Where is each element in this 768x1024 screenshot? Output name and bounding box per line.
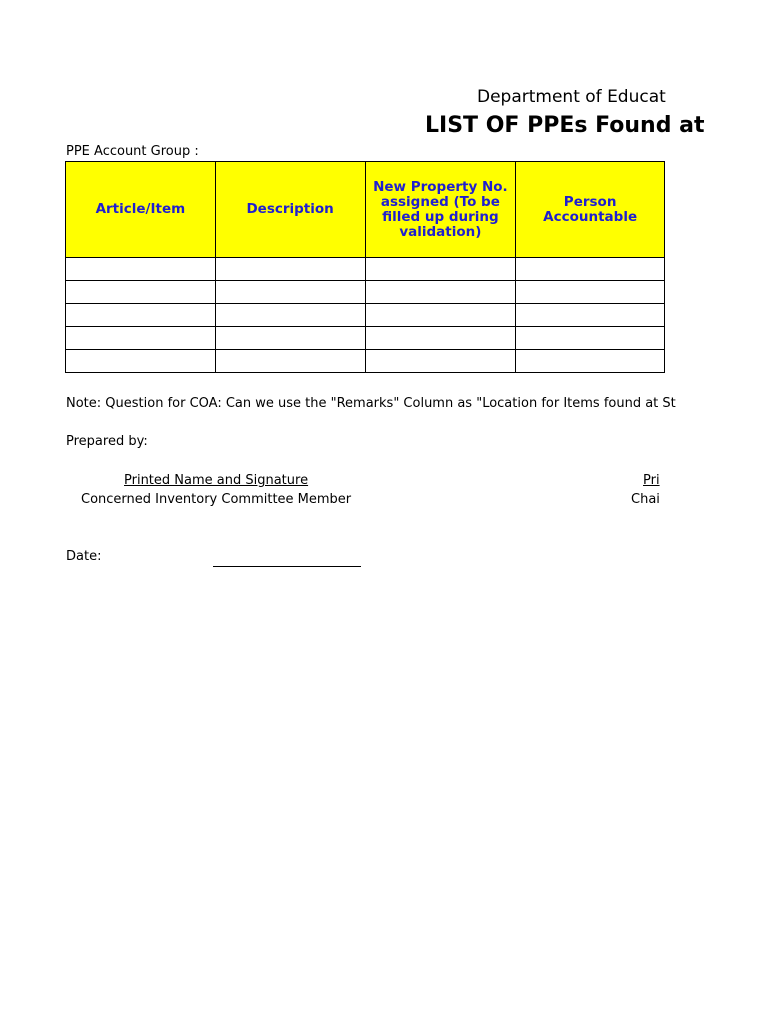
table-cell <box>516 304 665 327</box>
table-row <box>66 281 665 304</box>
department-heading: Department of Educat <box>477 87 666 107</box>
table-cell <box>516 258 665 281</box>
table-cell <box>215 258 365 281</box>
table-cell <box>516 350 665 373</box>
table-cell <box>516 281 665 304</box>
account-group-label: PPE Account Group : <box>66 144 199 159</box>
table-cell <box>215 281 365 304</box>
table-row <box>66 304 665 327</box>
column-header-property-no: New Property No. assigned (To be filled up during validation) <box>365 162 516 258</box>
table-row <box>66 350 665 373</box>
signatory-role-right: Chai <box>631 492 660 507</box>
date-input-line <box>213 566 361 567</box>
table-header-row <box>66 162 665 258</box>
table-cell <box>365 350 516 373</box>
table-cell <box>365 281 516 304</box>
table-cell <box>365 258 516 281</box>
table-cell <box>66 327 216 350</box>
column-header-article: Article/Item <box>66 162 216 258</box>
table-row <box>66 327 665 350</box>
table-cell <box>215 304 365 327</box>
table-cell <box>365 304 516 327</box>
column-header-person-accountable: Person Accountable <box>516 162 665 258</box>
table-cell <box>215 350 365 373</box>
signature-line-label-right: Pri <box>643 473 660 488</box>
date-label: Date: <box>66 549 102 564</box>
signatory-role: Concerned Inventory Committee Member <box>81 492 352 507</box>
coa-note: Note: Question for COA: Can we use the "Remarks" Column as "Location for Items found at St <box>66 396 676 411</box>
prepared-by-label: Prepared by: <box>66 434 148 449</box>
signature-line-label: Printed Name and Signature <box>124 473 309 488</box>
table-cell <box>516 327 665 350</box>
table-cell <box>66 281 216 304</box>
table-cell <box>215 327 365 350</box>
table-cell <box>365 327 516 350</box>
column-header-description: Description <box>215 162 365 258</box>
table-row <box>66 258 665 281</box>
ppe-table <box>65 161 665 373</box>
document-title: LIST OF PPEs Found at <box>425 113 705 138</box>
table-cell <box>66 350 216 373</box>
table-cell <box>66 258 216 281</box>
table-cell <box>66 304 216 327</box>
